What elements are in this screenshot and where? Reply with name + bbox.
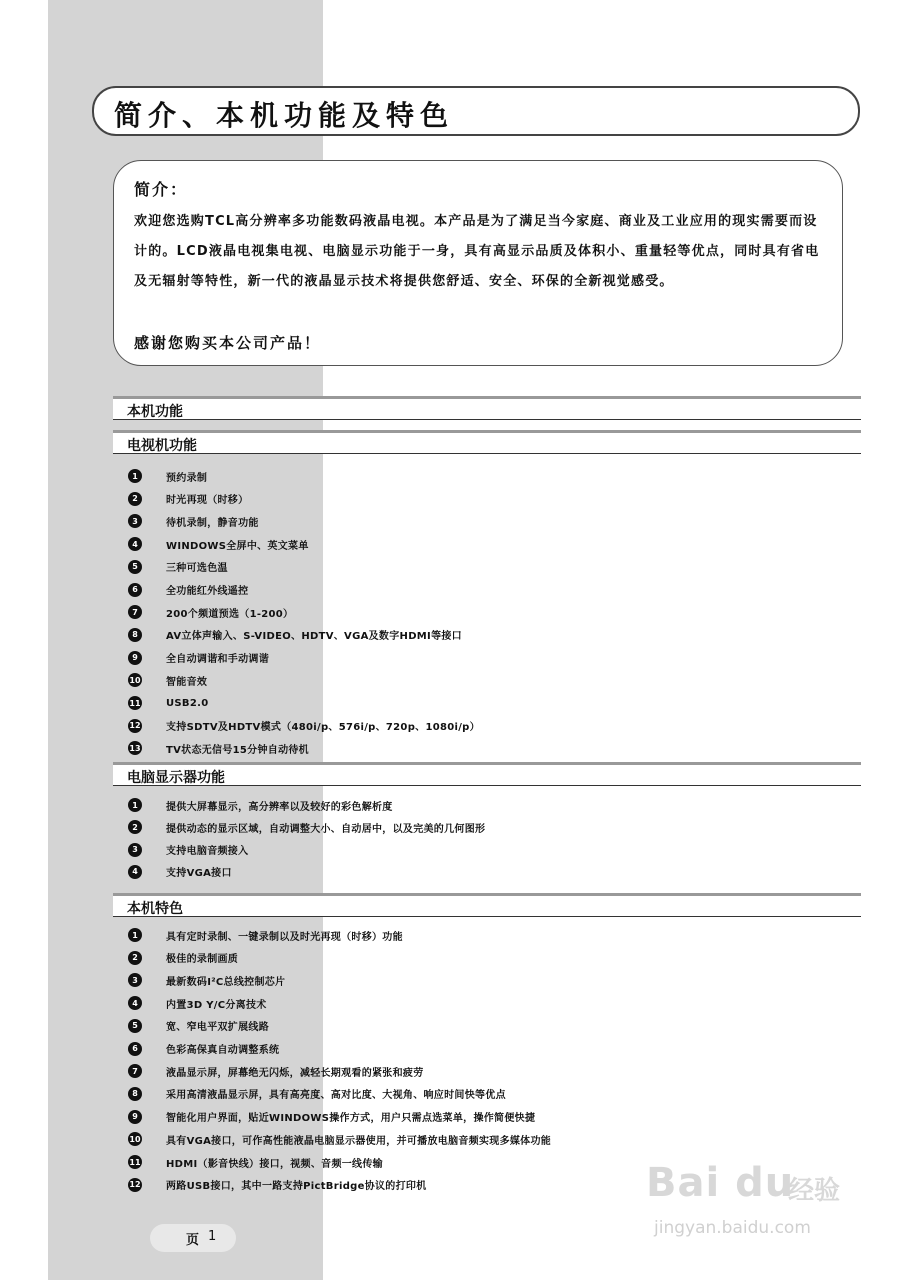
item-number-badge: 12 bbox=[128, 719, 142, 733]
section-characteristics-bar bbox=[113, 893, 861, 917]
list-item bbox=[128, 625, 462, 645]
section-features-bar bbox=[113, 396, 861, 420]
list-item bbox=[128, 1039, 279, 1059]
item-number-badge: 9 bbox=[128, 1110, 142, 1124]
item-text: 时光再现（时移） bbox=[166, 495, 249, 507]
watermark-url: jingyan.baidu.com bbox=[654, 1218, 811, 1238]
item-number-badge: 5 bbox=[128, 1019, 142, 1033]
item-number-badge: 4 bbox=[128, 996, 142, 1010]
page-number-tab bbox=[150, 1224, 236, 1252]
list-item bbox=[128, 1152, 383, 1172]
item-number-badge: 6 bbox=[128, 583, 142, 597]
item-text: 液晶显示屏，屏幕绝无闪烁，减轻长期观看的紧张和疲劳 bbox=[166, 1067, 424, 1079]
list-item bbox=[128, 648, 269, 668]
item-text: 三种可选色温 bbox=[166, 563, 228, 575]
item-text: 全功能红外线遥控 bbox=[166, 586, 249, 597]
list-item bbox=[128, 817, 485, 837]
item-text: 提供大屏幕显示，高分辨率以及较好的彩色解析度 bbox=[166, 801, 393, 813]
item-text: 支持SDTV及HDTV模式（480i/p、576i/p、720p、1080i/p） bbox=[166, 722, 480, 734]
list-item bbox=[128, 948, 238, 968]
list-item bbox=[128, 489, 248, 509]
item-number-badge: 1 bbox=[128, 798, 142, 812]
item-number-badge: 8 bbox=[128, 628, 142, 642]
page-title: 简介、本机功能及特色 bbox=[114, 99, 455, 132]
item-text: 支持VGA接口 bbox=[166, 868, 232, 880]
item-text: WINDOWS全屏中、英文菜单 bbox=[166, 540, 309, 552]
item-text: 采用高清液晶显示屏，具有高亮度、高对比度、大视角、响应时间快等优点 bbox=[166, 1090, 506, 1102]
item-text: USB2.0 bbox=[166, 697, 209, 709]
item-number-badge: 11 bbox=[128, 696, 142, 710]
list-item bbox=[128, 580, 248, 600]
list-item bbox=[128, 738, 309, 758]
item-number-badge: 13 bbox=[128, 741, 142, 755]
list-item bbox=[128, 862, 232, 882]
list-item bbox=[128, 670, 207, 690]
watermark-cn-text: 经验 bbox=[788, 1176, 841, 1206]
list-item bbox=[128, 1061, 424, 1081]
item-text: 预约录制 bbox=[166, 472, 208, 484]
page-title-box bbox=[92, 86, 860, 136]
item-number-badge: 8 bbox=[128, 1087, 142, 1101]
item-number-badge: 7 bbox=[128, 605, 142, 619]
section-features-title: 本机功能 bbox=[127, 404, 183, 420]
list-item bbox=[128, 511, 259, 531]
item-number-badge: 10 bbox=[128, 673, 142, 687]
list-item bbox=[128, 693, 208, 713]
item-number-badge: 5 bbox=[128, 560, 142, 574]
item-number-badge: 2 bbox=[128, 951, 142, 965]
item-text: AV立体声输入、S-VIDEO、HDTV、VGA及数字HDMI等接口 bbox=[166, 631, 462, 643]
section-tv-functions-bar bbox=[113, 430, 861, 454]
intro-heading: 简介： bbox=[134, 180, 189, 199]
list-item bbox=[128, 795, 393, 815]
item-number-badge: 4 bbox=[128, 865, 142, 879]
section-tv-functions-title: 电视机功能 bbox=[127, 438, 197, 454]
intro-thanks: 感谢您购买本公司产品！ bbox=[134, 334, 322, 352]
item-number-badge: 3 bbox=[128, 843, 142, 857]
item-text: TV状态无信号15分钟自动待机 bbox=[166, 744, 309, 756]
item-text: 支持电脑音频接入 bbox=[166, 846, 249, 858]
item-text: 极佳的录制画质 bbox=[166, 954, 239, 966]
item-number-badge: 12 bbox=[128, 1178, 142, 1192]
item-text: 具有定时录制、一键录制以及时光再现（时移）功能 bbox=[166, 931, 403, 943]
section-pc-monitor-title: 电脑显示器功能 bbox=[127, 770, 225, 786]
list-item bbox=[128, 1016, 269, 1036]
item-text: 宽、窄电平双扩展线路 bbox=[166, 1022, 269, 1034]
item-number-badge: 3 bbox=[128, 973, 142, 987]
item-number-badge: 7 bbox=[128, 1064, 142, 1078]
list-item bbox=[128, 1084, 506, 1104]
list-item bbox=[128, 1175, 427, 1195]
intro-box bbox=[113, 160, 843, 366]
item-number-badge: 1 bbox=[128, 928, 142, 942]
item-text: 提供动态的显示区域，自动调整大小、自动居中，以及完美的几何图形 bbox=[166, 823, 486, 835]
item-number-badge: 1 bbox=[128, 469, 142, 483]
list-item bbox=[128, 925, 403, 945]
list-item bbox=[128, 557, 228, 577]
list-item bbox=[128, 534, 309, 554]
item-text: 待机录制，静音功能 bbox=[166, 517, 259, 529]
item-text: HDMI（影音快线）接口，视频、音频一线传输 bbox=[166, 1158, 383, 1170]
item-text: 全自动调谐和手动调谐 bbox=[166, 654, 269, 666]
item-text: 色彩高保真自动调整系统 bbox=[166, 1045, 280, 1056]
item-text: 最新数码I²C总线控制芯片 bbox=[166, 976, 286, 988]
list-item bbox=[128, 970, 285, 990]
list-item bbox=[128, 840, 248, 860]
list-item bbox=[128, 1129, 551, 1149]
watermark-logo: Bai du bbox=[646, 1160, 795, 1206]
item-number-badge: 2 bbox=[128, 820, 142, 834]
item-number-badge: 10 bbox=[128, 1132, 142, 1146]
list-item bbox=[128, 1107, 535, 1127]
intro-paragraph: 欢迎您选购TCL高分辨率多功能数码液晶电视。本产品是为了满足当今家庭、商业及工业应用的现实需要而设计的。LCD液晶电视集电视、电脑显示功能于一身，具有高显示品质及体积小、重量轻等优点，同时具有省电及无辐射等特性，新一代的液晶显示技术将提供您舒适、安全、环保的全新视觉感受。 bbox=[134, 214, 820, 289]
item-text: 智能音效 bbox=[166, 676, 208, 688]
item-text: 内置3D Y/C分离技术 bbox=[166, 999, 267, 1011]
item-number-badge: 11 bbox=[128, 1155, 142, 1169]
item-number-badge: 2 bbox=[128, 492, 142, 506]
item-text: 两路USB接口，其中一路支持PictBridge协议的打印机 bbox=[166, 1181, 427, 1193]
page-label: 页 bbox=[186, 1233, 200, 1248]
item-number-badge: 4 bbox=[128, 537, 142, 551]
item-number-badge: 9 bbox=[128, 651, 142, 665]
page-number: 1 bbox=[208, 1229, 217, 1244]
list-item bbox=[128, 466, 207, 486]
list-item bbox=[128, 993, 267, 1013]
baidu-watermark bbox=[646, 1160, 876, 1250]
item-number-badge: 3 bbox=[128, 514, 142, 528]
section-characteristics-title: 本机特色 bbox=[127, 901, 183, 917]
list-item bbox=[128, 716, 480, 736]
list-item bbox=[128, 602, 293, 622]
item-text: 智能化用户界面，贴近WINDOWS操作方式，用户只需点选菜单，操作简便快捷 bbox=[166, 1113, 536, 1125]
item-number-badge: 6 bbox=[128, 1042, 142, 1056]
item-text: 200个频道预选（1-200） bbox=[166, 608, 294, 620]
section-pc-monitor-bar bbox=[113, 762, 861, 786]
item-text: 具有VGA接口，可作高性能液晶电脑显示器使用，并可播放电脑音频实现多媒体功能 bbox=[166, 1135, 552, 1147]
